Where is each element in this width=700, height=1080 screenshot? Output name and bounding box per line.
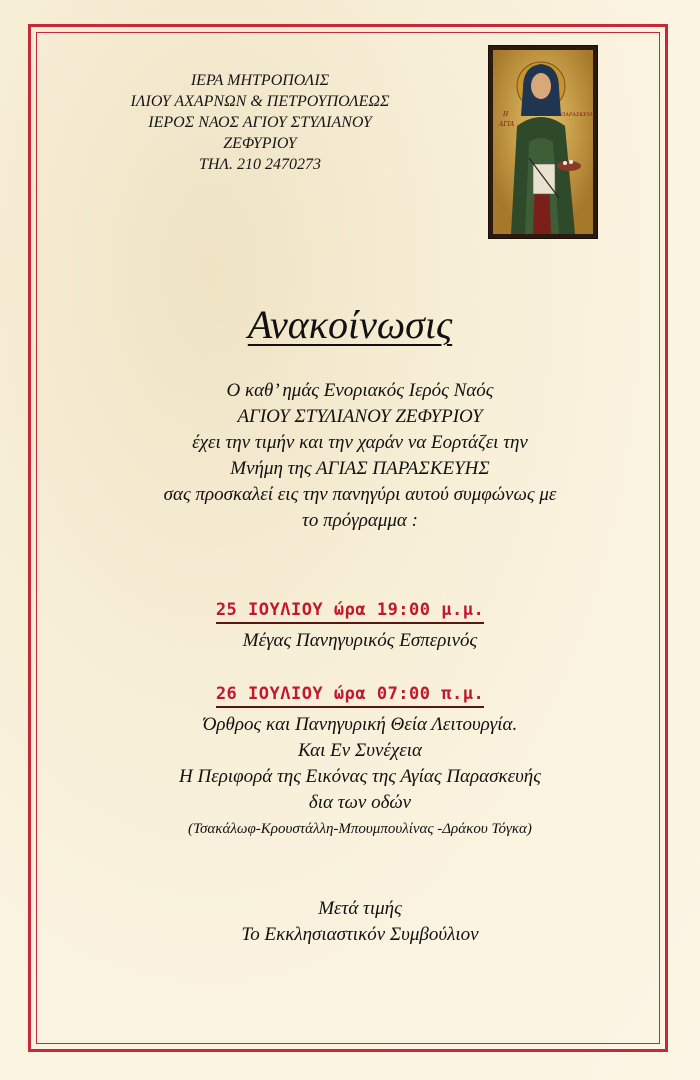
schedule-date-1 xyxy=(0,600,700,620)
svg-text:ΠΑΡΑΣΚΕΥΗ: ΠΑΡΑΣΚΕΥΗ xyxy=(561,112,595,118)
saint-paraskevi-icon xyxy=(488,45,598,239)
church-header xyxy=(70,70,450,175)
closing-regards: Μετά τιμής xyxy=(318,898,402,919)
intro-line: ΑΓΙΟΥ ΣΤΥΛΙΑΝΟΥ ΖΕΦΥΡΙΟΥ xyxy=(237,406,483,427)
intro-line: Μνήμη της ΑΓΙΑΣ ΠΑΡΑΣΚΕΥΗΣ xyxy=(230,458,490,479)
schedule-line: δια των οδών xyxy=(308,792,412,813)
header-line-location: ΖΕΦΥΡΙΟΥ xyxy=(223,135,297,152)
schedule-line: Όρθρος και Πανηγυρική Θεία Λειτουργία. xyxy=(202,714,518,735)
intro-line: το πρόγραμμα : xyxy=(302,510,418,531)
closing-signature: Το Εκκλησιαστικόν Συμβούλιον xyxy=(241,924,479,945)
schedule-streets: (Τσακάλωφ-Κρουστάλλη-Μπουμπουλίνας -Δράκου Τόγκα) xyxy=(188,821,532,837)
schedule-line: Η Περιφορά της Εικόνας της Αγίας Παρασκευής xyxy=(179,766,541,787)
svg-text:ΑΓΙΑ: ΑΓΙΑ xyxy=(499,121,515,128)
header-line-church: ΙΕΡΟΣ ΝΑΟΣ ΑΓΙΟΥ ΣΤΥΛΙΑΝΟΥ xyxy=(148,114,372,131)
intro-paragraph xyxy=(60,378,660,534)
intro-line: σας προσκαλεί εις την πανηγύρι αυτού συμφώνως με xyxy=(163,484,557,505)
svg-text:Η: Η xyxy=(503,111,509,118)
intro-line: Ο καθ’ ημάς Ενοριακός Ιερός Ναός xyxy=(226,380,494,401)
header-line-metropolis: ΙΕΡΑ ΜΗΤΡΟΠΟΛΙΣ xyxy=(190,72,330,89)
intro-line: έχει την τιμήν και την χαράν να Εορτάζει την xyxy=(192,432,528,453)
schedule-line: Και Εν Συνέχεια xyxy=(298,740,422,761)
schedule-date-2-text: 26 ΙΟΥΛΙΟΥ ώρα 07:00 π.μ. xyxy=(216,684,484,708)
schedule-date-1-text: 25 ΙΟΥΛΙΟΥ ώρα 19:00 μ.μ. xyxy=(216,600,484,624)
header-line-phone: ΤΗΛ. 210 2470273 xyxy=(198,156,322,173)
announcement-title-text: Ανακοίνωσις xyxy=(247,302,453,347)
header-line-diocese: ΙΛΙΟΥ ΑΧΑΡΝΩΝ & ΠΕΤΡΟΥΠΟΛΕΩΣ xyxy=(130,93,390,110)
schedule-line: Μέγας Πανηγυρικός Εσπερινός xyxy=(242,630,478,651)
closing-block xyxy=(60,896,660,948)
announcement-title xyxy=(0,300,700,350)
schedule-date-2 xyxy=(0,684,700,704)
schedule-item-2 xyxy=(60,712,660,842)
schedule-item-1 xyxy=(60,628,660,654)
